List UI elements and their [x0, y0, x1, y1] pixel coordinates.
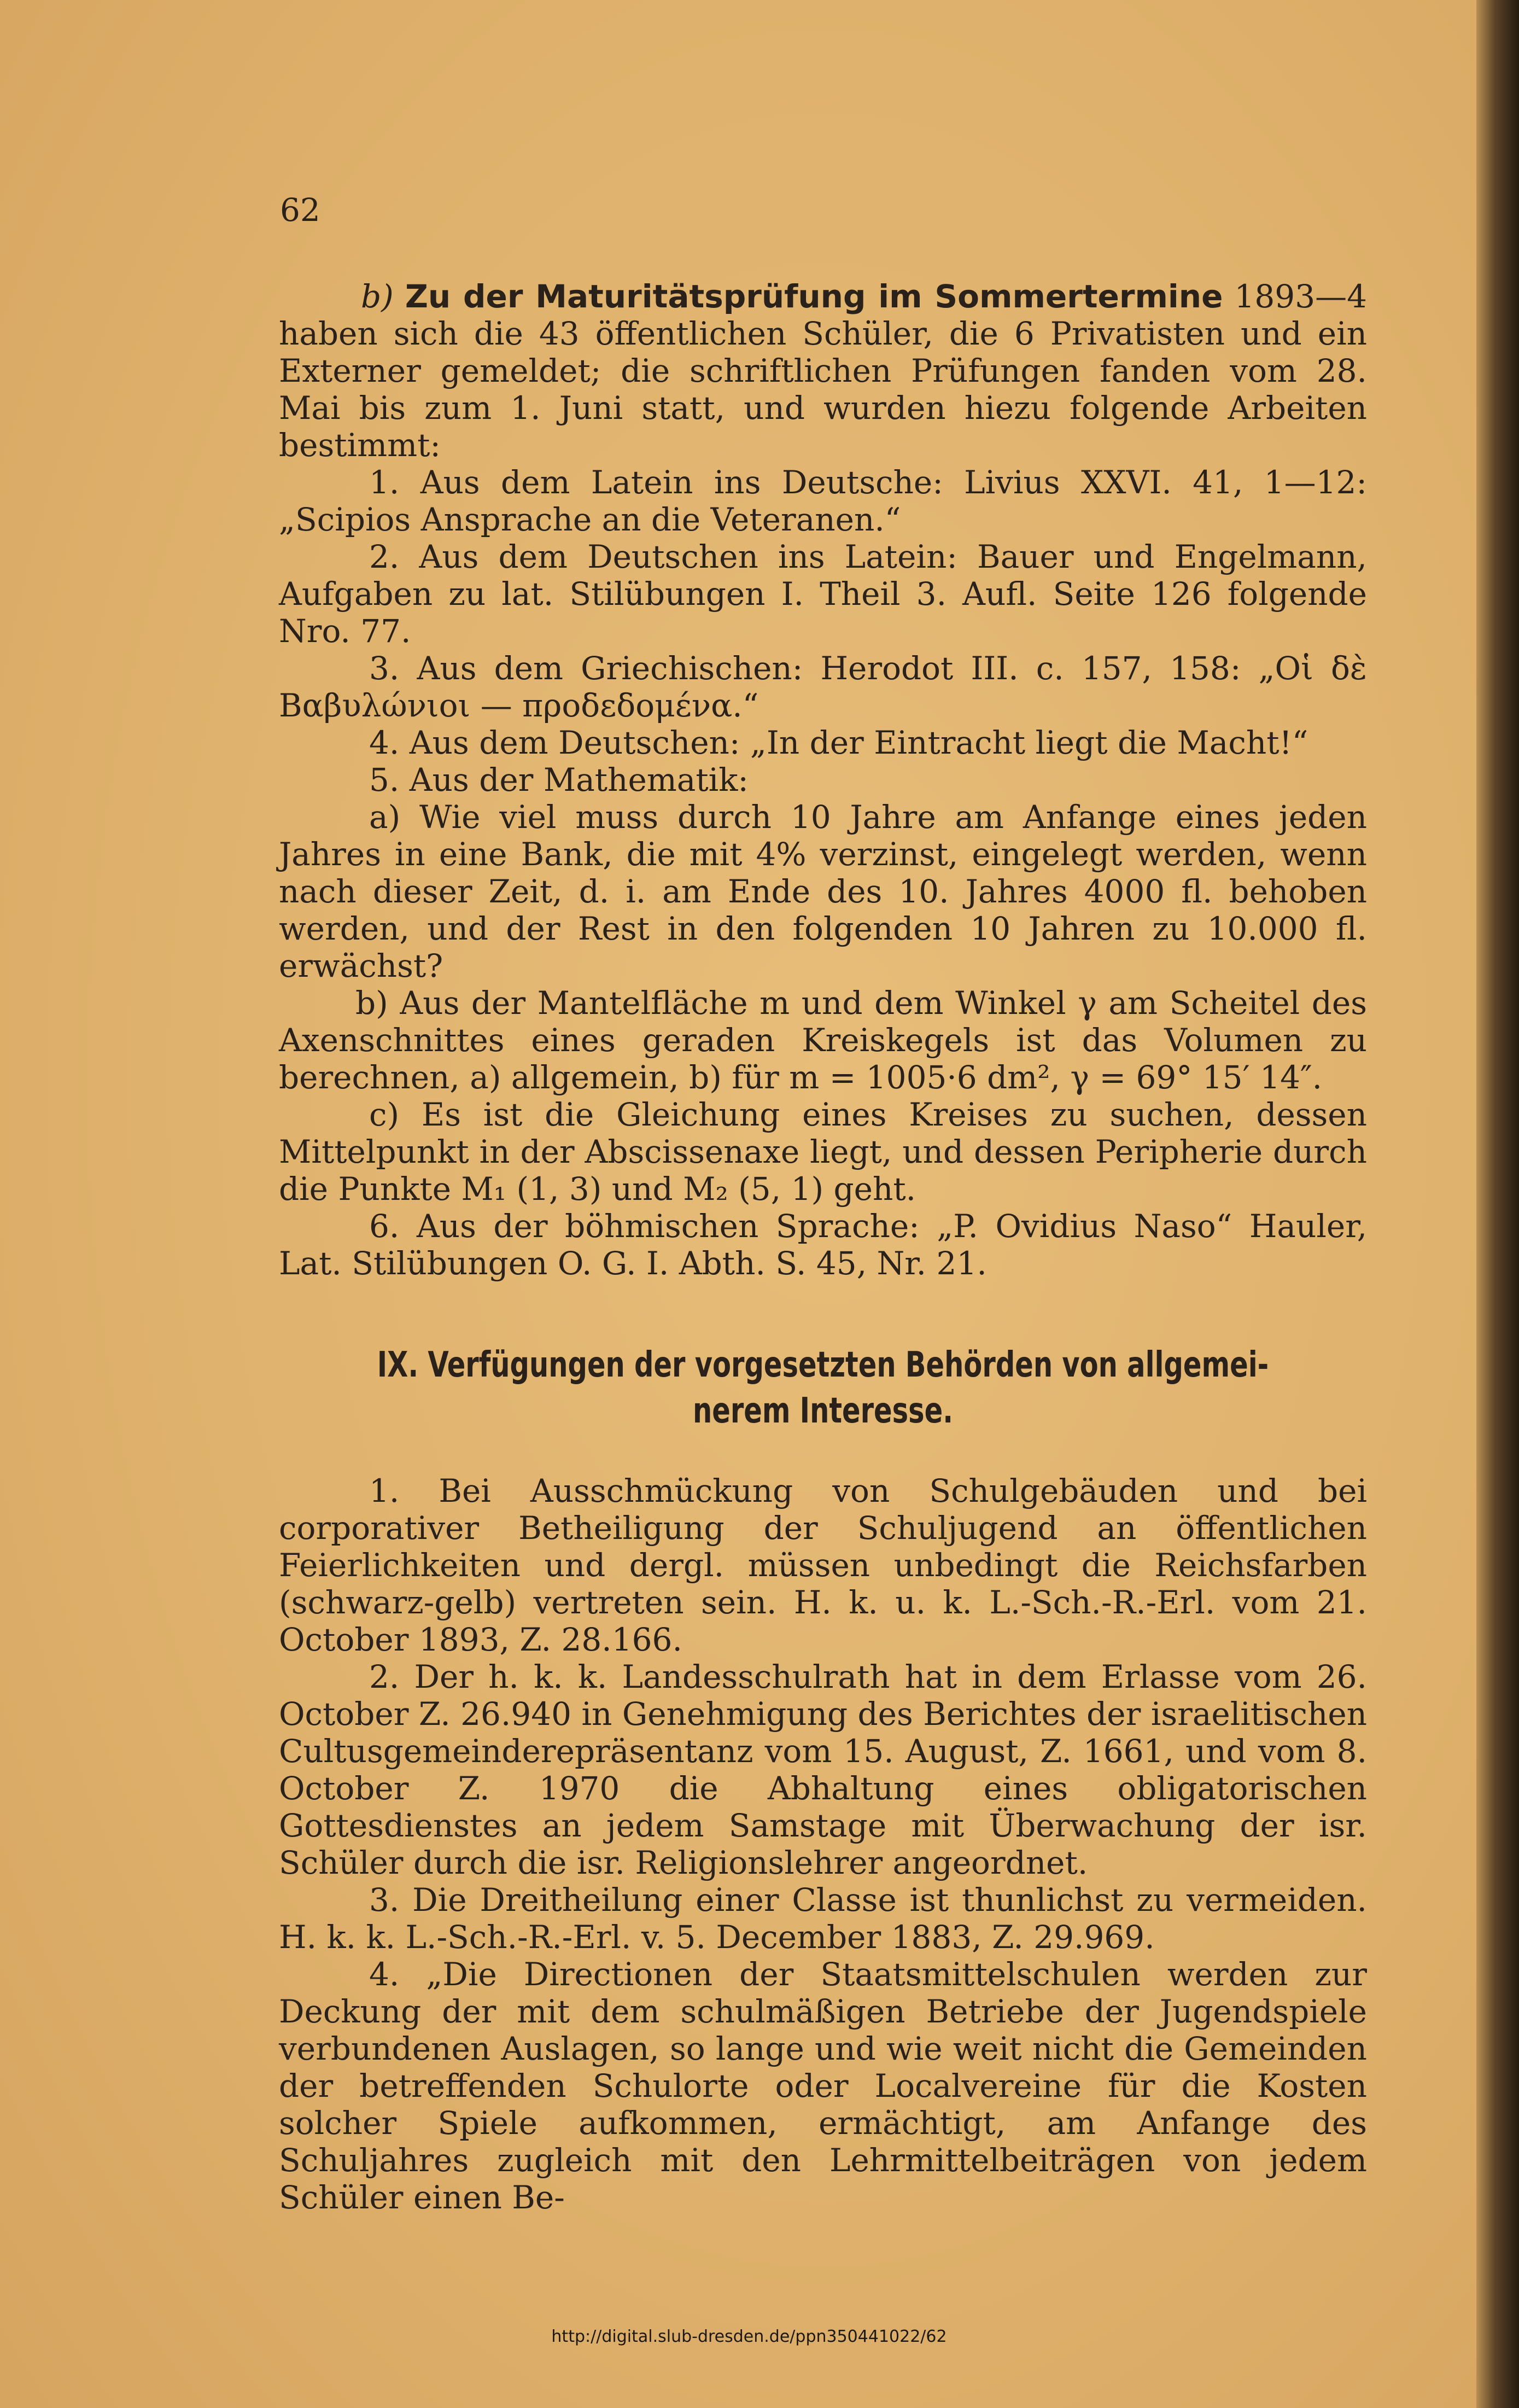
- decree-paragraph-2: 2. Der h. k. k. Landesschulrath hat in dem Erlasse vom 26. October Z. 26.940 in Genehmigung des Berichtes der israelitischen Cultusgemeinderepräsentanz vom 15. August, Z. 1661, und vom 8. October Z. 1970 die Abhaltung eines obligatorischen Gottesdienstes an jedem Samstage mit Überwachung der isr. Schüler durch die isr. Religionslehrer angeordnet.: [279, 1658, 1367, 1881]
- page-number: 62: [280, 191, 320, 229]
- exam-item-math: 5. Aus der Mathematik:: [369, 761, 749, 798]
- section-ix-heading-line1: IX. Verfügungen der vorgesetzten Behörden von allgemei-: [377, 1345, 1269, 1385]
- section-ix-heading: [355, 1342, 1290, 1434]
- math-task-a: a) Wie viel muss durch 10 Jahre am Anfange eines jeden Jahres in eine Bank, die mit 4% verzinst, eingelegt werden, wenn nach dieser Zeit, d. i. am Ende des 10. Jahres 4000 fl. behoben werden, und der Rest in den folgenden 10 Jahren zu 10.000 fl. erwächst?: [279, 798, 1367, 984]
- decree-paragraph-1: 1. Bei Ausschmückung von Schulgebäuden und bei corporativer Betheiligung der Schuljugend an öffentlichen Feierlichkeiten und dergl. müssen unbedingt die Reichsfarben (schwarz-gelb) vertreten sein. H. k. u. k. L.-Sch.-R.-Erl. vom 21. October 1893, Z. 28.166.: [279, 1472, 1367, 1658]
- exam-item-bohemian: 6. Aus der böhmischen Sprache: „P. Ovidius Naso“ Hauler, Lat. Stilübungen O. G. I. Abth. S. 45, Nr. 21.: [279, 1208, 1367, 1282]
- decree-paragraph-3: 3. Die Dreitheilung einer Classe ist thunlichst zu vermeiden. H. k. k. L.-Sch.-R.-Erl. v. 5. December 1883, Z. 29.969.: [279, 1881, 1367, 1956]
- section-ix-heading-line2: nerem Interesse.: [692, 1391, 954, 1431]
- exam-item-greek: 3. Aus dem Griechischen: Herodot III. c. 157, 158: „Οἱ δὲ Βαβυλώνιοι — προδεδομένα.“: [279, 650, 1367, 724]
- section-b-title: Zu der Maturitätsprüfung im Sommertermine: [405, 278, 1223, 315]
- exam-item-latin: 1. Aus dem Latein ins Deutsche: Livius XXVI. 41, 1—12: „Scipios Ansprache an die Veteranen.“: [279, 464, 1367, 538]
- math-task-c: c) Es ist die Gleichung eines Kreises zu suchen, dessen Mittelpunkt in der Abscissenaxe liegt, und dessen Peripherie durch die Punkte M₁ (1, 3) und M₂ (5, 1) geht.: [279, 1096, 1367, 1208]
- section-b-text: 1893—4 haben sich die 43 öffentlichen Schüler, die 6 Privatisten und ein Externer gemeldet; die schriftlichen Prüfungen fanden vom 28. Mai bis zum 1. Juni statt, und wurden hiezu folgende Arbeiten bestimmt:: [279, 278, 1367, 464]
- math-task-b: b) Aus der Mantelfläche m und dem Winkel γ am Scheitel des Axenschnittes eines geraden Kreiskegels ist das Volumen zu berechnen, a) allgemein, b) für m = 1005·6 dm², γ = 69° 15′ 14″.: [279, 984, 1367, 1096]
- decree-paragraph-4: 4. „Die Directionen der Staatsmittelschulen werden zur Deckung der mit dem schulmäßigen Betriebe der Jugendspiele verbundenen Auslagen, so lange und wie weit nicht die Gemeinden der betreffenden Schulorte oder Localvereine für die Kosten solcher Spiele aufkommen, ermächtigt, am Anfange des Schuljahres zugleich mit den Lehrmittelbeiträgen von jedem Schüler einen Be-: [279, 1956, 1367, 2216]
- section-b-intro: [279, 278, 1367, 464]
- page-content: [279, 191, 1367, 2216]
- book-gutter: [1476, 0, 1519, 2408]
- source-url[interactable]: http://digital.slub-dresden.de/ppn350441022/62: [551, 2327, 947, 2346]
- section-b-label: b): [361, 278, 394, 315]
- exam-item-german-latin: 2. Aus dem Deutschen ins Latein: Bauer und Engelmann, Aufgaben zu lat. Stilübungen I. Theil 3. Aufl. Seite 126 folgende Nro. 77.: [279, 538, 1367, 650]
- exam-item-german: 4. Aus dem Deutschen: „In der Eintracht liegt die Macht!“: [369, 724, 1308, 761]
